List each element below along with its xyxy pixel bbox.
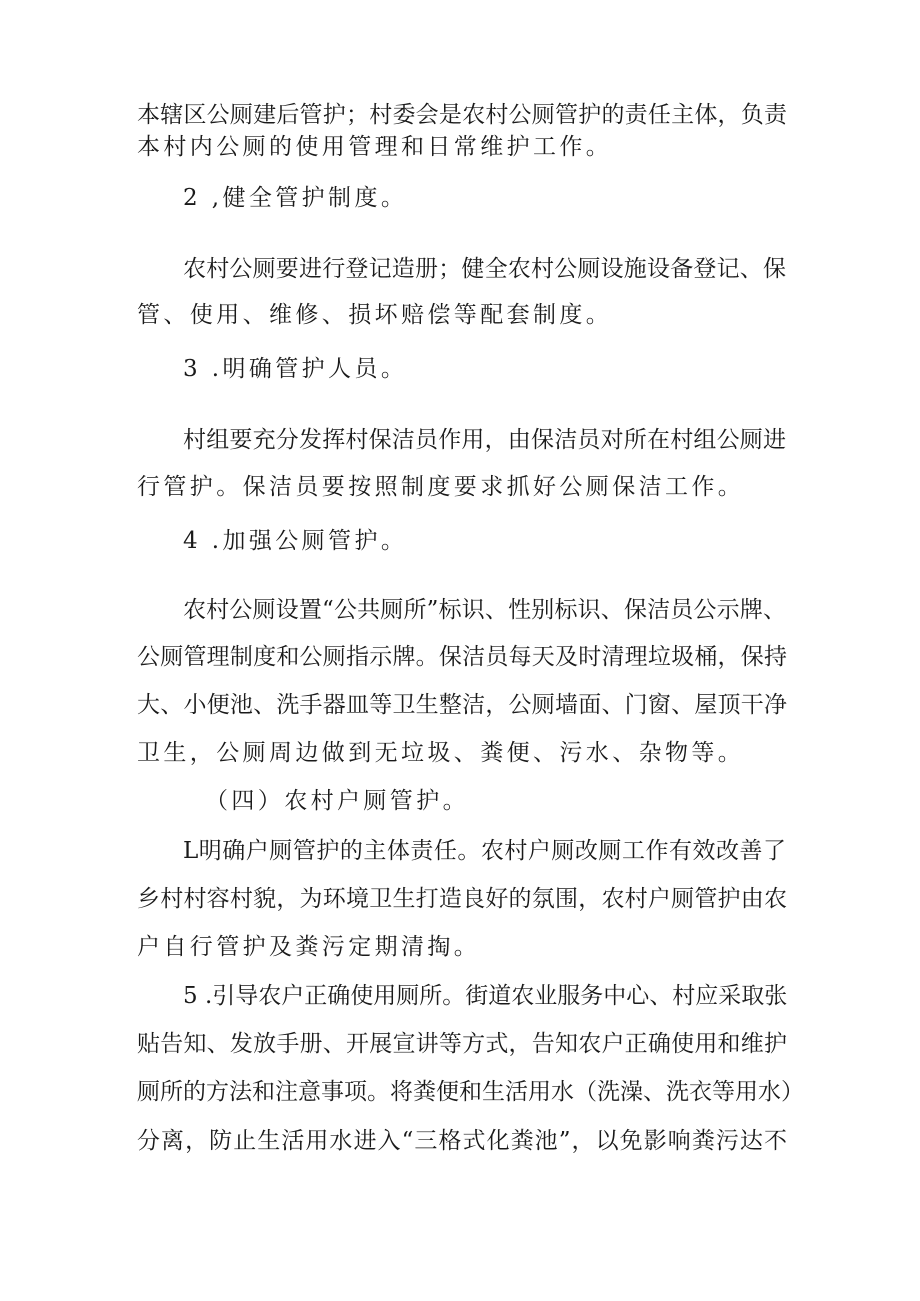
text-line: L明确户厕管护的主体责任。农村户厕改厕工作有效改善了 bbox=[183, 838, 786, 864]
text-line: 农村公厕要进行登记造册；健全农村公厕设施设备登记、保 bbox=[183, 256, 786, 282]
list-heading: 4 .加强公厕管护。 bbox=[183, 528, 408, 554]
text-line: 村组要充分发挥村保洁员作用，由保洁员对所在村组公厕进 bbox=[183, 427, 786, 453]
text-line: 大、小便池、洗手器皿等卫生整洁，公厕墙面、门窗、屋顶干净 bbox=[137, 692, 787, 718]
text-line: 农村公厕设置“公共厕所”标识、性别标识、保洁员公示牌、 bbox=[183, 597, 786, 623]
text-line: 卫生，公厕周边做到无垃圾、粪便、污水、杂物等。 bbox=[137, 740, 745, 766]
text-line: 本辖区公厕建后管护；村委会是农村公厕管护的责任主体，负责 bbox=[137, 102, 787, 128]
text-line: 行管护。保洁员要按照制度要求抓好公厕保洁工作。 bbox=[137, 474, 745, 500]
list-heading: 2 ,健全管护制度。 bbox=[183, 185, 408, 211]
text-line: 公厕管理制度和公厕指示牌。保洁员每天及时清理垃圾桶，保持 bbox=[137, 644, 787, 670]
text-line: 贴告知、发放手册、开展宣讲等方式，告知农户正确使用和维护 bbox=[137, 1031, 787, 1057]
text-line: 本村内公厕的使用管理和日常维护工作。 bbox=[137, 134, 613, 160]
text-line: 5 .引导农户正确使用厕所。街道农业服务中心、村应采取张 bbox=[183, 983, 788, 1009]
list-heading: 3 .明确管护人员。 bbox=[183, 356, 408, 382]
text-line: 分离，防止生活用水进入“三格式化粪池”，以免影响粪污达不 bbox=[137, 1128, 787, 1154]
section-heading: （四）农村户厕管护。 bbox=[205, 788, 469, 814]
text-line: 厕所的方法和注意事项。将粪便和生活用水（洗澡、洗衣等用水） bbox=[137, 1079, 804, 1105]
text-line: 户自行管护及粪污定期清掏。 bbox=[137, 934, 481, 960]
text-line: 乡村村容村貌，为环境卫生打造良好的氛围，农村户厕管护由农 bbox=[137, 886, 787, 912]
text-line: 管、使用、维修、损坏赔偿等配套制度。 bbox=[137, 302, 613, 328]
